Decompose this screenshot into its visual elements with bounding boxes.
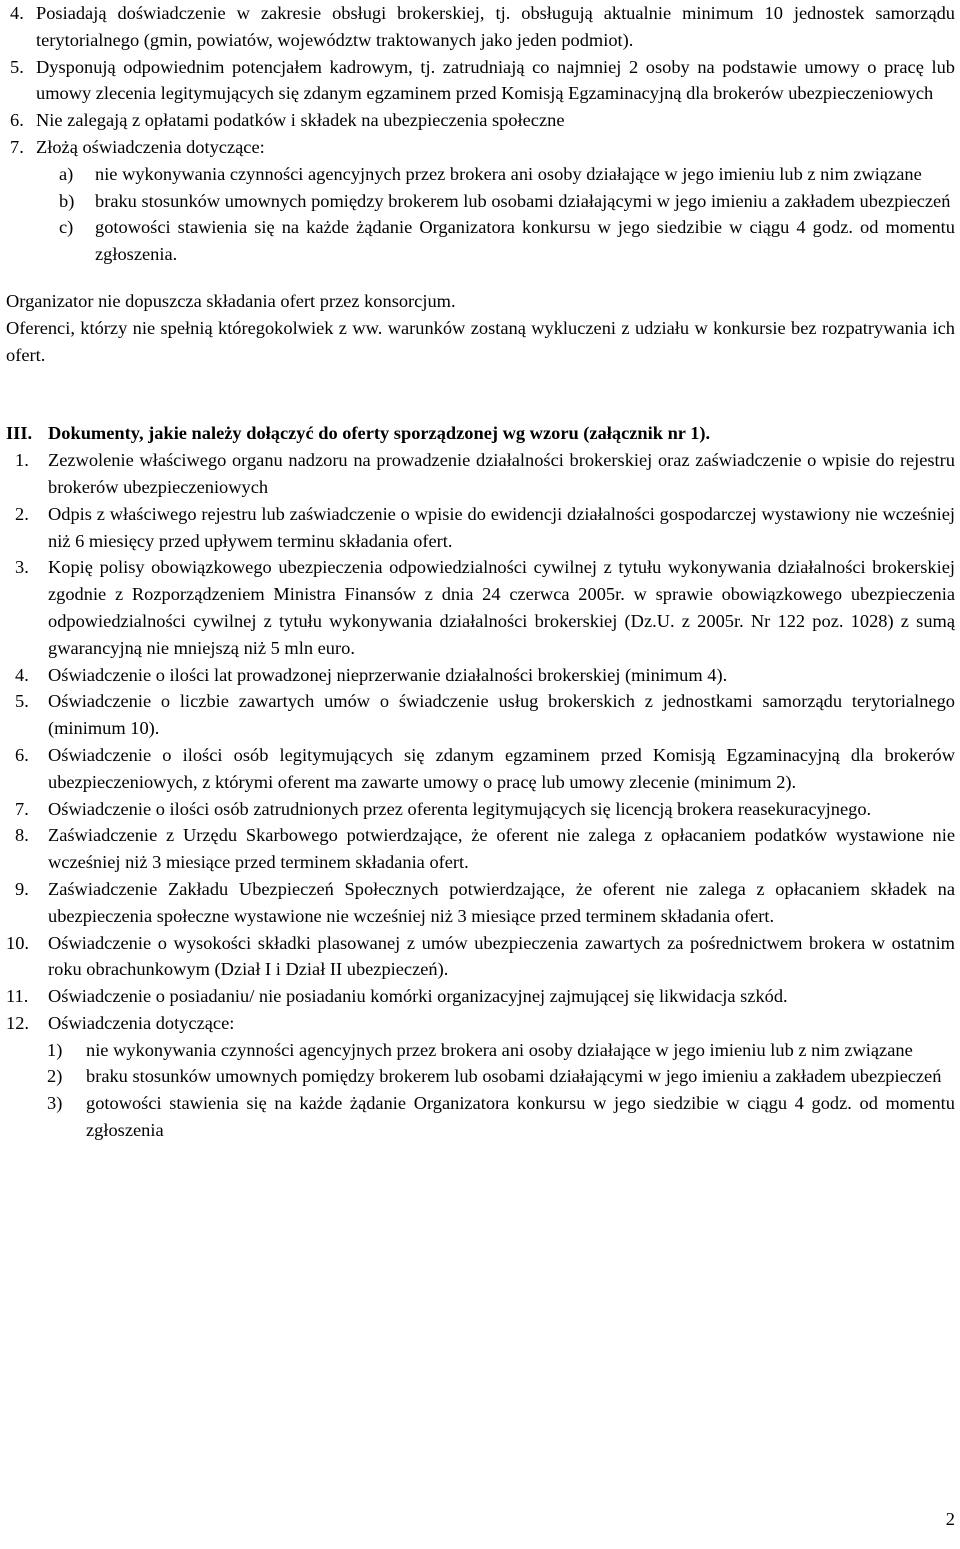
list-item [6, 876, 955, 930]
item-number: 7. [10, 136, 24, 157]
item-text: Oświadczenie o liczbie zawartych umów o świadczenie usług brokerskich z jednostkami samorządu terytorialnego (minimum 10). [48, 691, 955, 739]
item-number: 7. [15, 798, 29, 819]
item-number: 6. [10, 110, 24, 131]
item-text: braku stosunków umownych pomiędzy brokerem lub osobami działającymi w jego imieniu a zakładem ubezpieczeń [95, 190, 951, 211]
item-text: Złożą oświadczenia dotyczące: [36, 136, 265, 157]
section-heading [6, 420, 955, 447]
item-text: nie wykonywania czynności agencyjnych przez brokera ani osoby działające w jego imieniu lub z nim związane [86, 1039, 913, 1060]
item-number: 11. [6, 986, 29, 1007]
item-number: 4. [10, 3, 24, 23]
item-number: 1. [15, 450, 29, 471]
list-item [6, 822, 955, 876]
item-text: braku stosunków umownych pomiędzy brokerem lub osobami działającymi w jego imieniu a zakładem ubezpieczeń [86, 1066, 942, 1087]
item-number: 2) [47, 1066, 63, 1087]
item-text: Oświadczenie o posiadaniu/ nie posiadaniu komórki organizacyjnej zajmującej się likwidacja szkód. [48, 986, 788, 1007]
sub-list-item [47, 1090, 955, 1144]
item-text: Oświadczenie o ilości osób legitymujących się zdanym egzaminem przed Komisją Egzaminacyjną dla brokerów ubezpieczeniowych, z którymi oferent ma zawarte umowy o pracę lub umowy zlecenie (minimum 2). [48, 744, 955, 792]
item-number: 5. [10, 56, 24, 77]
documents-list [6, 447, 955, 1144]
list-item [6, 134, 955, 161]
paragraph: Oferenci, którzy nie spełnią któregokolwiek z ww. warunków zostaną wykluczeni z udziału w konkursie bez rozpatrywania ich ofert. [6, 317, 955, 365]
list-item [6, 54, 955, 108]
list-item [6, 930, 955, 984]
list-item [6, 0, 955, 54]
sub-list-item [47, 1063, 955, 1090]
item-number: 10. [6, 932, 29, 953]
item-number: 9. [15, 878, 29, 899]
item-text: Oświadczenie o wysokości składki plasowanej z umów ubezpieczenia zawartych za pośrednictwem brokera w ostatnim roku obrachunkowym (Dział I i Dział II ubezpieczeń). [48, 932, 955, 980]
item-number: 3. [15, 557, 29, 578]
item-number: 8. [15, 825, 29, 846]
list-item [6, 983, 955, 1010]
item-text: Oświadczenie o ilości osób zatrudnionych przez oferenta legitymujących się licencją brokera reasekuracyjnego. [48, 798, 872, 819]
item-letter: c) [59, 217, 74, 238]
sub-list-item [47, 1037, 955, 1064]
item-letter: b) [59, 190, 75, 211]
conditions-list [6, 0, 955, 268]
item-text: Zezwolenie właściwego organu nadzoru na prowadzenie działalności brokerskiej oraz zaświadczenie o wpisie do rejestru brokerów ubezpieczeniowych [48, 450, 955, 497]
item-text: Oświadczenia dotyczące: [48, 1012, 235, 1033]
item-text: Oświadczenie o ilości lat prowadzonej nieprzerwanie działalności brokerskiej (minimum 4). [48, 664, 728, 685]
item-number: 6. [15, 744, 29, 765]
paragraph: Organizator nie dopuszcza składania ofert przez konsorcjum. [6, 290, 456, 311]
list-item [6, 688, 955, 742]
item-text: Kopię polisy obowiązkowego ubezpieczenia odpowiedzialności cywilnej z tytułu wykonywania działalności brokerskiej zgodnie z Rozporządzeniem Ministra Finansów z dnia 24 czerwca 2005r. w sprawie obowiązkowego ubezpieczenia odpowiedzialności cywilnej z tytułu wykonywania działalności brokerskiej (Dz.U. z 2005r. Nr 122 poz. 1028) z sumą gwarancyjną nie mniejszą niż 5 mln euro. [48, 557, 955, 658]
sub-list-item [55, 214, 955, 268]
item-text: Dysponują odpowiednim potencjałem kadrowym, tj. zatrudniają co najmniej 2 osoby na podstawie umowy o pracę lub umowy zlecenia legitymujących się zdanym egzaminem przed Komisją Egzaminacyjną dla brokerów ubezpieczeniowych [36, 56, 955, 104]
sub-list-item [55, 161, 955, 188]
list-item [6, 107, 955, 134]
page-number: 2 [945, 1509, 955, 1529]
item-number: 1) [47, 1039, 63, 1060]
list-item [6, 796, 955, 823]
item-text: gotowości stawienia się na każde żądanie Organizatora konkursu w jego siedzibie w ciągu 4 godz. od momentu zgłoszenia. [95, 217, 955, 265]
item-number: 2. [15, 503, 29, 524]
item-text: Zaświadczenie z Urzędu Skarbowego potwierdzające, że oferent nie zalega z opłacaniem podatków wystawione nie wcześniej niż 3 miesiące przed terminem składania ofert. [48, 825, 955, 873]
section-title: Dokumenty, jakie należy dołączyć do oferty sporządzonej wg wzoru (załącznik nr 1). [48, 423, 711, 444]
list-item [6, 742, 955, 796]
list-item [6, 447, 955, 501]
list-item [6, 1010, 955, 1037]
item-number: 12. [6, 1012, 29, 1033]
item-text: Posiadają doświadczenie w zakresie obsługi brokerskiej, tj. obsługują aktualnie minimum 10 jednostek samorządu terytorialnego (gmin, powiatów, województw traktowanych jako jeden podmiot). [36, 3, 955, 50]
item-text: Zaświadczenie Zakładu Ubezpieczeń Społecznych potwierdzające, że oferent nie zalega z opłacaniem składek na ubezpieczenia społeczne wystawione nie wcześniej niż 3 miesiące przed terminem składania ofert. [48, 878, 955, 926]
list-item [6, 501, 955, 555]
sub-list-item [55, 188, 955, 215]
item-number: 5. [15, 691, 29, 712]
item-letter: a) [59, 163, 74, 184]
item-text: gotowości stawienia się na każde żądanie Organizatora konkursu w jego siedzibie w ciągu 4 godz. od momentu zgłoszenia [86, 1093, 955, 1141]
list-item [6, 554, 955, 661]
list-item [6, 662, 955, 689]
item-number: 3) [47, 1093, 63, 1114]
section-number: III. [6, 423, 33, 444]
item-number: 4. [15, 664, 29, 685]
item-text: Odpis z właściwego rejestru lub zaświadczenie o wpisie do ewidencji działalności gospodarczej wystawiony nie wcześniej niż 6 miesięcy przed upływem terminu składania ofert. [48, 503, 955, 551]
item-text: nie wykonywania czynności agencyjnych przez brokera ani osoby działające w jego imieniu lub z nim związane [95, 163, 922, 184]
item-text: Nie zalegają z opłatami podatków i składek na ubezpieczenia społeczne [36, 110, 565, 131]
